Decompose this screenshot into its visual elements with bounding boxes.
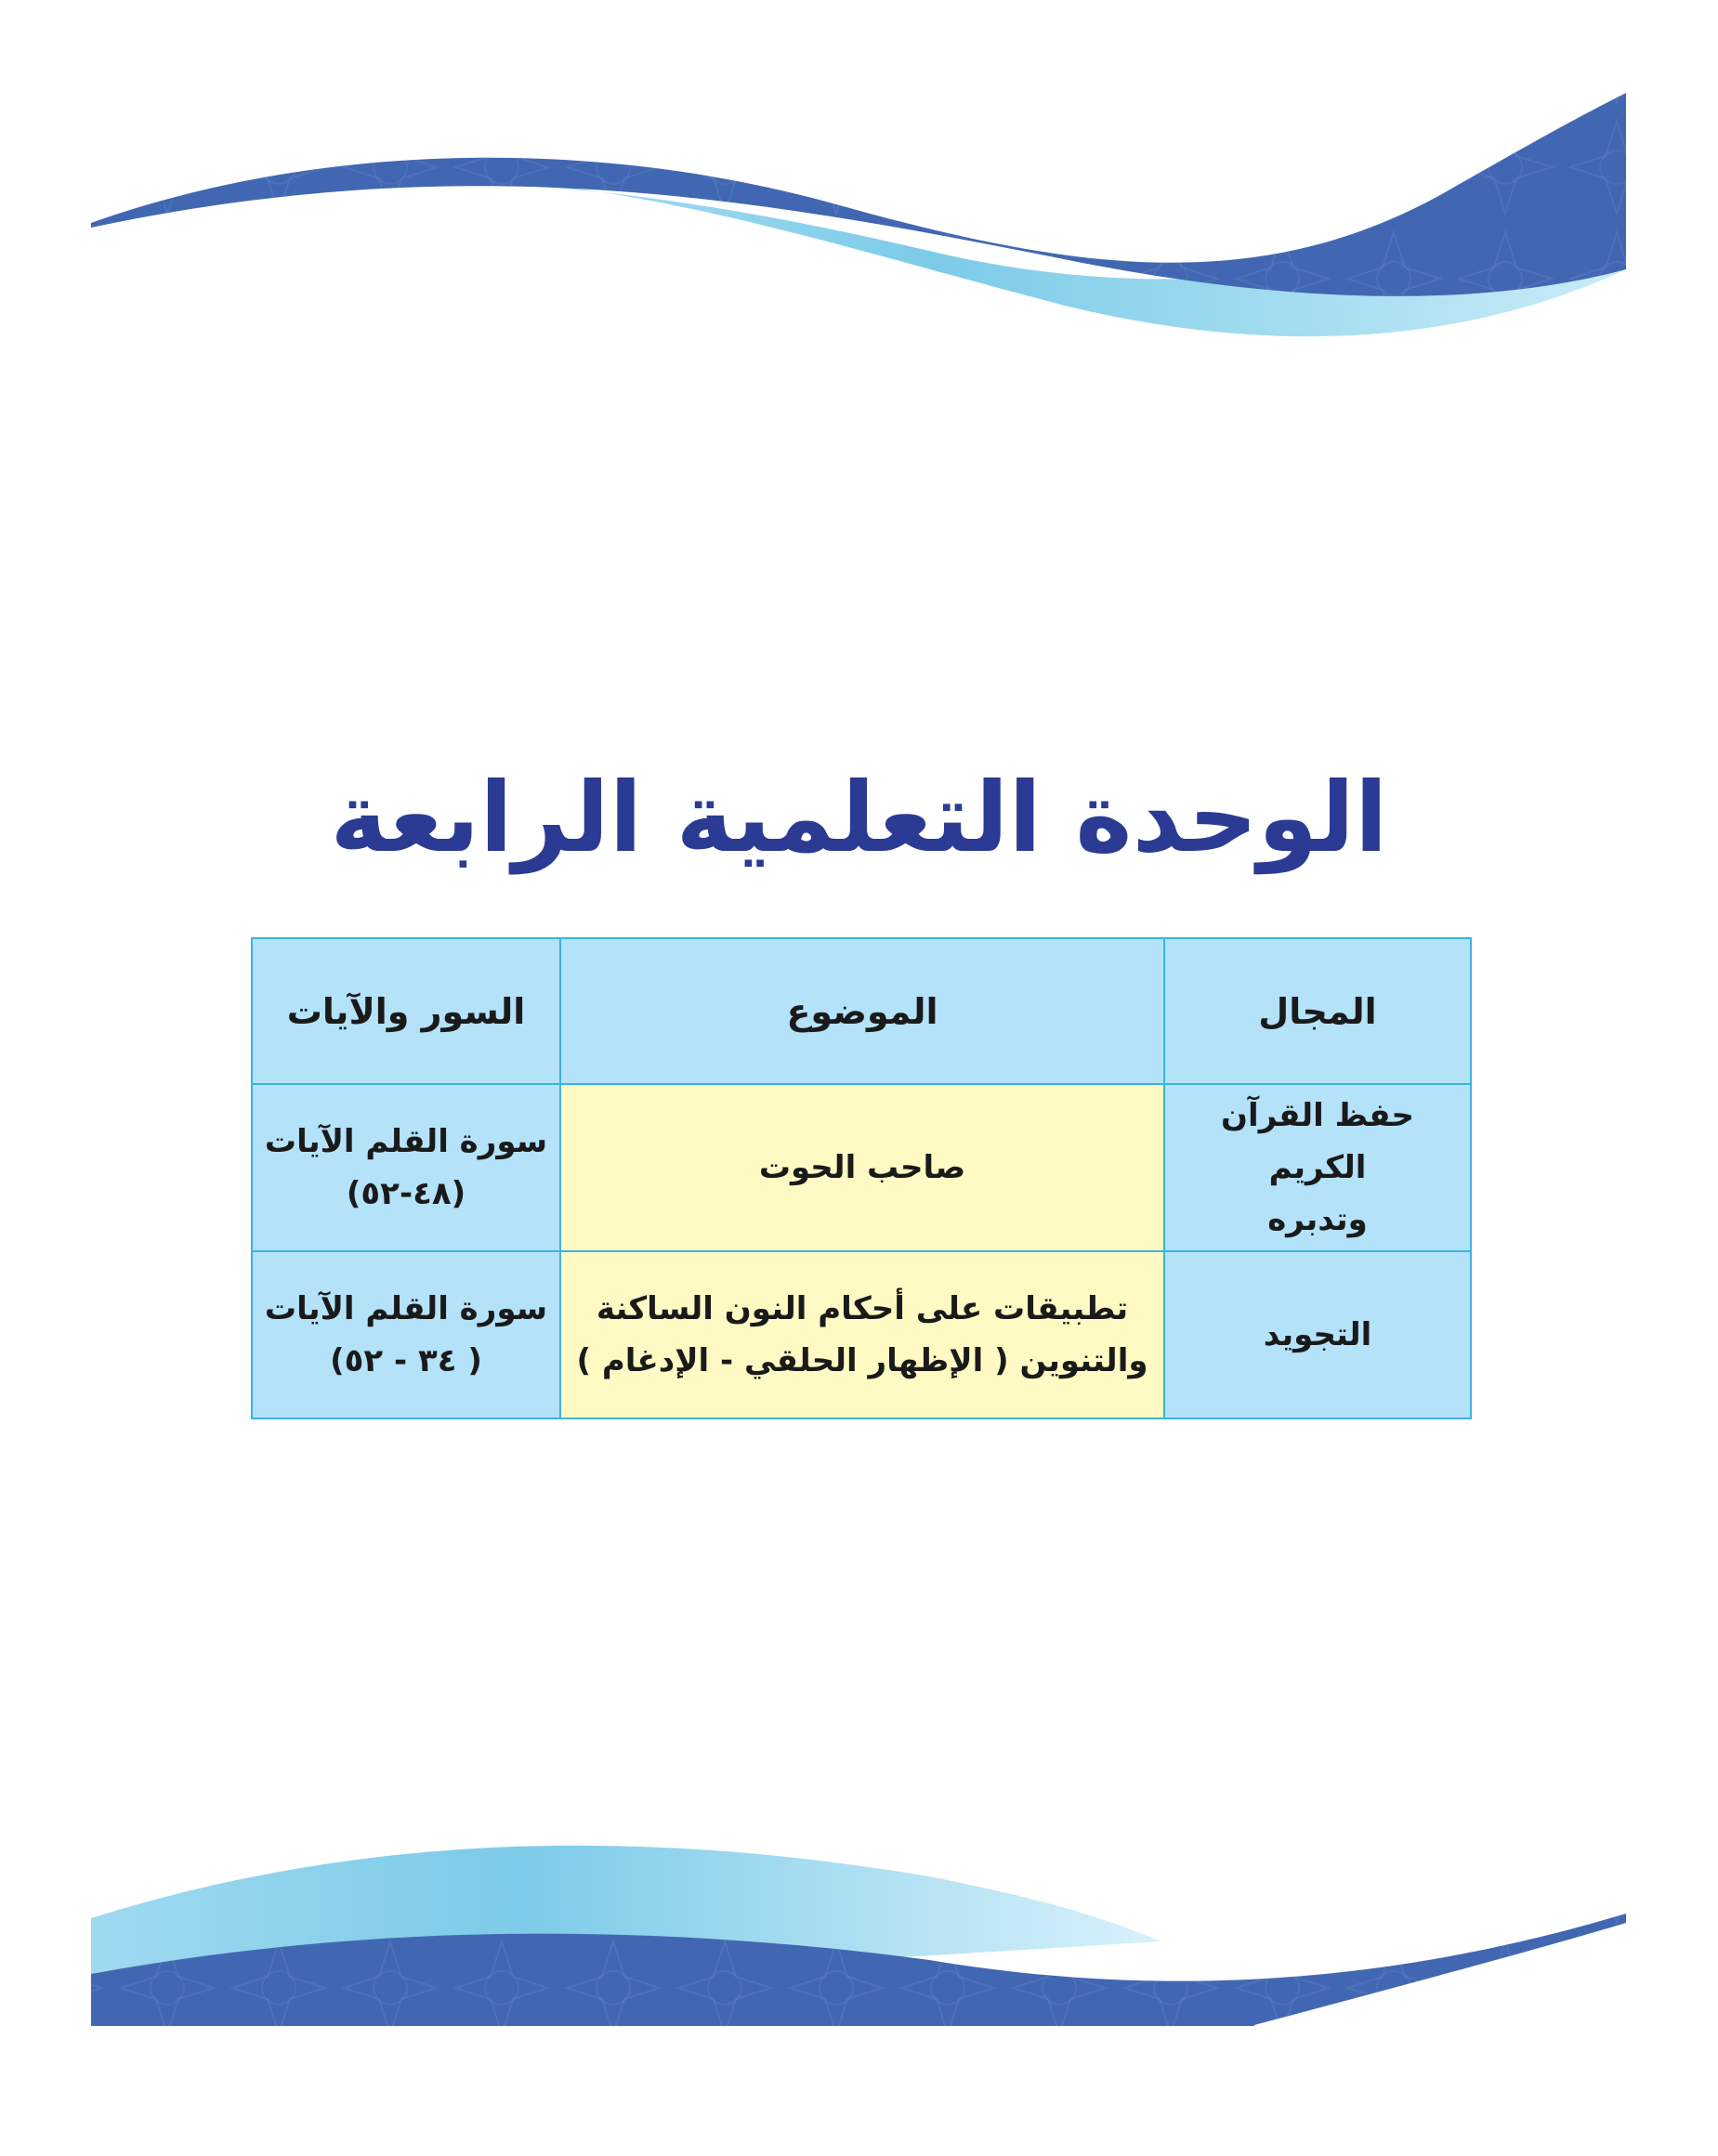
table-header-row — [252, 938, 1471, 1084]
surah-text-line: سورة القلم الآيات — [264, 1123, 548, 1160]
header-surah: السور والآيات — [252, 938, 560, 1084]
surah-verses-line: ( ٣٤ - ٥٢) — [330, 1342, 482, 1379]
field-cell — [1164, 1084, 1471, 1251]
surah-verses-line: (٤٨-٥٢) — [346, 1175, 466, 1212]
header-topic: الموضوع — [560, 938, 1164, 1084]
table-row — [252, 1251, 1471, 1418]
topic-text-line: تطبيقات على أحكام النون الساكنة — [596, 1290, 1129, 1327]
field-text-line: حفظ القرآن الكريم — [1221, 1097, 1414, 1186]
topic-cell — [560, 1251, 1164, 1418]
surah-cell — [252, 1084, 560, 1251]
header-field: المجال — [1164, 938, 1471, 1084]
surah-text-line: سورة القلم الآيات — [264, 1290, 548, 1327]
topic-text-line: والتنوين ( الإظهار الحلقي - الإدغام ) — [576, 1342, 1148, 1379]
top-wave-banner — [0, 0, 1718, 390]
topic-text-line: صاحب الحوت — [758, 1149, 966, 1186]
bottom-wave-banner — [0, 1821, 1718, 2156]
surah-cell — [252, 1251, 560, 1418]
field-text-line: التجويد — [1263, 1316, 1372, 1353]
unit-title: الوحدة التعلمية الرابعة — [330, 761, 1388, 874]
topic-cell — [560, 1084, 1164, 1251]
field-cell — [1164, 1251, 1471, 1418]
table-row — [252, 1084, 1471, 1251]
field-text-line: وتدبره — [1267, 1201, 1368, 1238]
unit-table — [251, 937, 1472, 1419]
